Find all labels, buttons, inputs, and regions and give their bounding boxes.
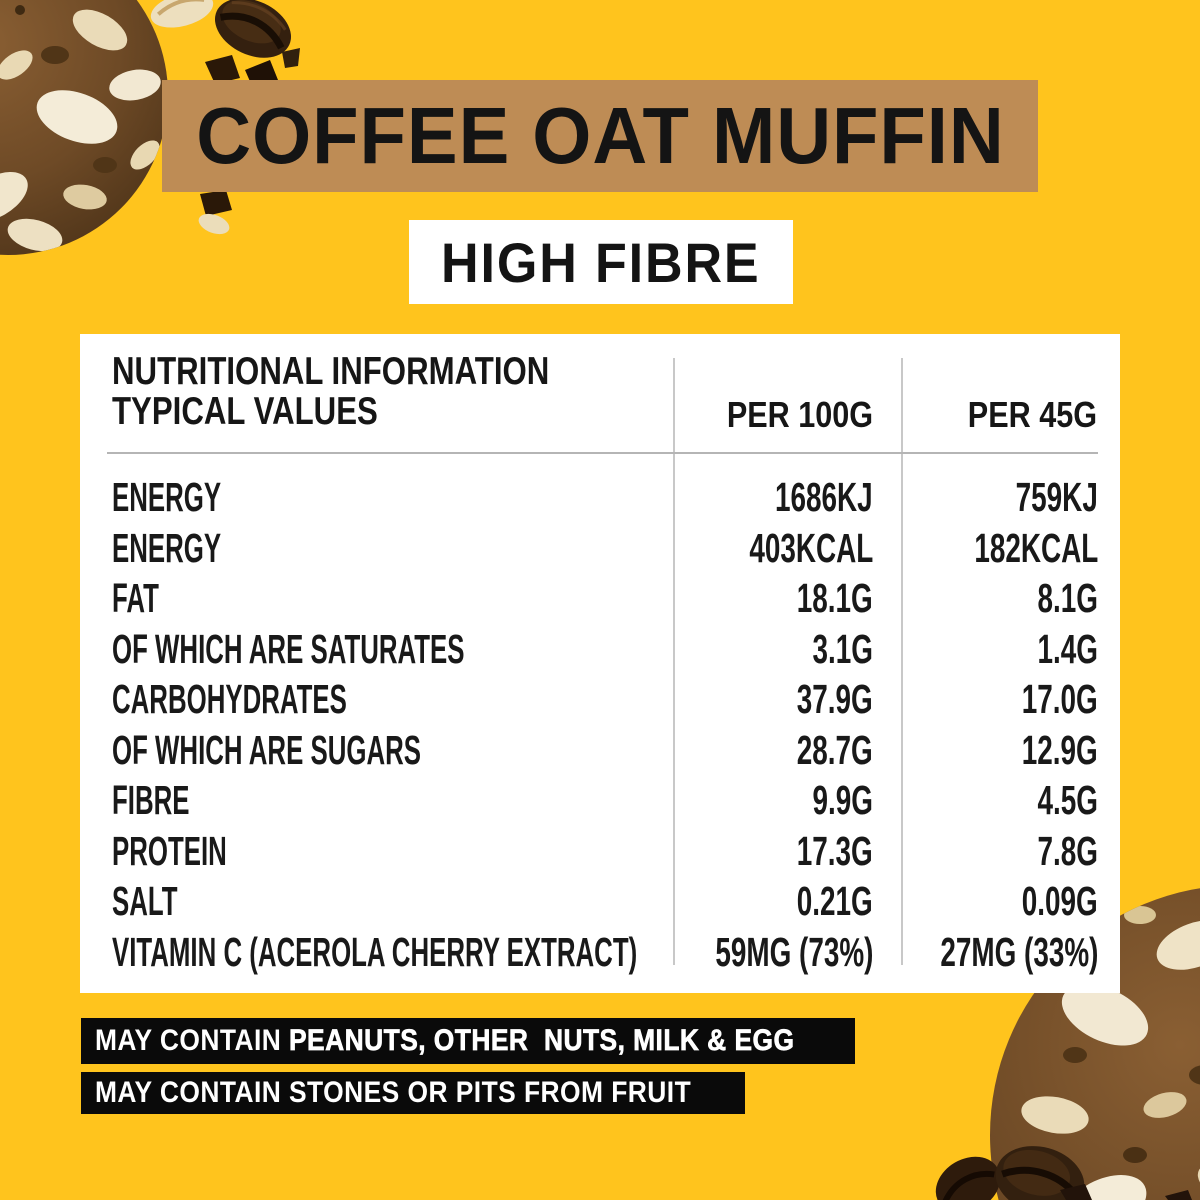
table-header-line2: TYPICAL VALUES [112,390,378,433]
value-per-45g: 27MG (33%) [939,928,1098,975]
nutrient-label: CARBOHYDRATES [112,676,347,722]
nutrition-rows [80,472,1120,977]
nutrient-label: OF WHICH ARE SUGARS [112,726,422,773]
table-row [80,927,1120,978]
value-per-100g: 59MG (73%) [714,928,873,975]
table-row [80,876,1120,927]
nutrient-label: FIBRE [112,777,190,823]
value-per-100g: 1686KJ [775,474,873,520]
value-per-100g: 28.7G [797,726,873,773]
value-per-45g: 759KJ [1015,474,1098,520]
allergen-prefix: MAY CONTAIN [95,1024,290,1057]
table-header-line1: NUTRITIONAL INFORMATION [112,350,550,393]
product-title: COFFEE OAT MUFFIN [195,91,1005,180]
nutrient-label: FAT [112,575,159,621]
table-row [80,573,1120,624]
value-per-100g: 9.9G [812,777,873,823]
nutrient-label: SALT [112,878,178,924]
table-header [112,352,659,432]
table-row [80,624,1120,675]
oat-flake-icon [147,0,217,34]
value-per-45g: 8.1G [1037,575,1098,621]
table-row [80,674,1120,725]
allergen-banner-1 [81,1018,855,1064]
nutrient-label: PROTEIN [112,827,227,874]
table-row [80,725,1120,776]
nutrient-label: ENERGY [112,524,222,571]
header-rule [107,452,1098,454]
value-per-100g: 0.21G [797,878,873,924]
high-fibre-badge [409,220,793,304]
product-title-banner [162,80,1038,192]
nutrient-label: ENERGY [112,474,222,520]
value-per-100g: 18.1G [797,575,873,621]
value-per-45g: 4.5G [1037,777,1098,823]
table-row [80,826,1120,877]
column-header-per-100g: PER 100G [726,394,873,435]
value-per-45g: 12.9G [1022,726,1098,773]
column-header-per-45g: PER 45G [967,394,1097,435]
table-row [80,472,1120,523]
value-per-45g: 17.0G [1022,676,1098,722]
value-per-45g: 7.8G [1037,827,1098,874]
high-fibre-label: HIGH FIBRE [441,230,761,294]
allergen-banner-2 [81,1072,745,1114]
table-row [80,523,1120,574]
nutrient-label: OF WHICH ARE SATURATES [112,625,465,672]
value-per-45g: 0.09G [1022,878,1098,924]
nutrient-label: VITAMIN C (ACEROLA CHERRY EXTRACT) [112,928,638,975]
value-per-100g: 37.9G [797,676,873,722]
nutrition-card [80,334,1120,993]
value-per-45g: 182KCAL [974,524,1098,571]
value-per-100g: 403KCAL [749,524,873,571]
value-per-100g: 17.3G [797,827,873,874]
chocolate-shard-icon [1060,1184,1192,1200]
allergen-emphasis: PEANUTS, OTHER NUTS, MILK & EGG [289,1024,795,1057]
value-per-45g: 1.4G [1037,625,1098,672]
value-per-100g: 3.1G [812,625,873,672]
allergen-text: MAY CONTAIN STONES OR PITS FROM FRUIT [95,1076,692,1109]
coffee-beans-bottom [920,1140,1200,1200]
table-row [80,775,1120,826]
